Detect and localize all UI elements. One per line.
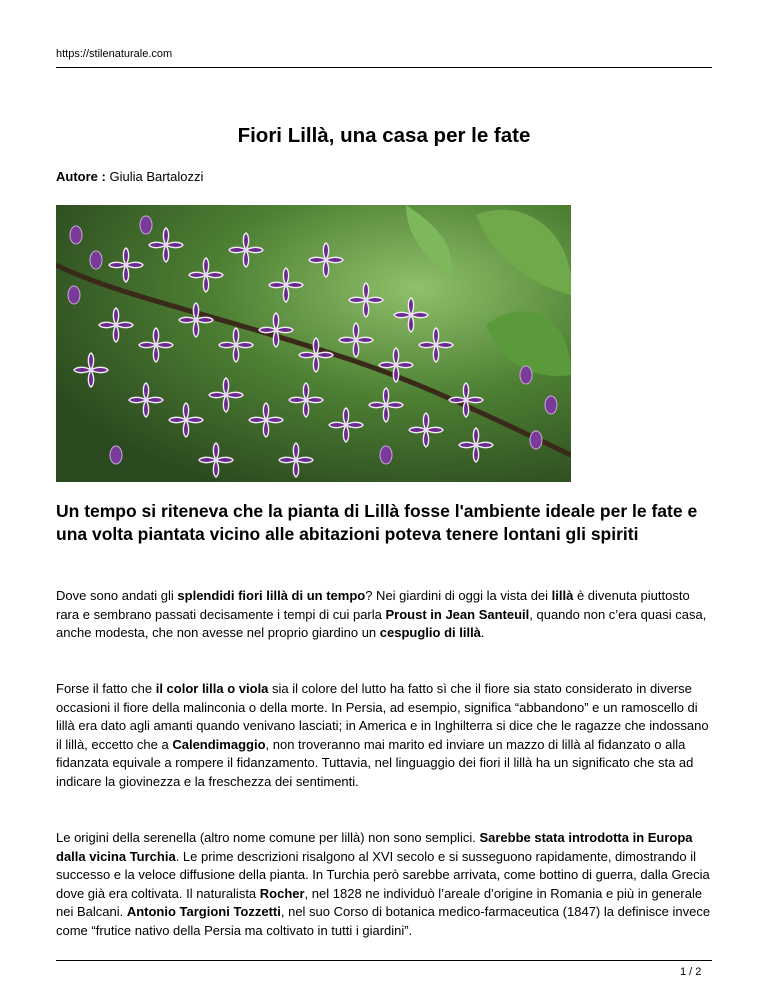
paragraph-2: [56, 680, 712, 791]
footer-divider: [56, 960, 712, 961]
text: ? Nei giardini di oggi la vista dei: [365, 588, 552, 603]
author-line: [56, 169, 203, 184]
bold-text: Rocher: [259, 885, 305, 901]
lilac-flowers-photo: [56, 205, 571, 482]
text: , nel suo Corso di botanica medico-farmaceutica (1847) la definisce invece come “frutice nativo della Persia ma coltivato in tutti i giardini”.: [56, 904, 711, 938]
paragraph-3: [56, 829, 712, 940]
paragraph-1: [56, 587, 712, 643]
text: è divenuta piuttosto rara e sembrano passati decisamente i tempi di cui parla: [56, 588, 690, 622]
header-divider: [56, 67, 712, 68]
text: sia il colore del lutto ha fatto sì che il fiore sia stato considerato in diverse occasioni il fiore della malinconia o della morte. In Persia, ad esempio, significa “abbandono” e un ramoscello di lillà era dato agli amanti quando venivano lasciati; in America e in Inghilterra si dice che le ragazze che indossano il lillà, eccetto che a: [56, 681, 709, 752]
article-title: Fiori Lillà, una casa per le fate: [237, 124, 531, 147]
text: .: [480, 625, 485, 640]
text: Forse il fatto che: [56, 681, 156, 696]
text: Le origini della serenella (altro nome comune per lillà) non sono semplici.: [56, 830, 480, 845]
bold-text: il color lilla o viola: [155, 681, 269, 696]
bold-text: Sarebbe stata introdotta in Europa dalla vicina Turchia: [56, 830, 693, 864]
author-label: Autore :: [56, 169, 106, 184]
header-url[interactable]: https://stilenaturale.com: [56, 48, 173, 60]
bold-text: Proust in Jean Santeuil: [385, 606, 530, 622]
lilac-illustration: [56, 205, 571, 482]
article-subtitle: Un tempo si riteneva che la pianta di Lillà fosse l'ambiente ideale per le fate e una volta piantata vicino alle abitazioni poteva tenere lontani gli spiriti: [56, 501, 698, 544]
bold-text: cespuglio di lillà: [379, 625, 481, 640]
author-name: Giulia Bartalozzi: [109, 169, 204, 184]
bold-text: lillà: [551, 588, 574, 603]
page-number: 1 / 2: [680, 966, 702, 978]
text: . Le prime descrizioni risalgono al XVI secolo e si susseguono rapidamente, dimostrando il successo e la veloce diffusione della pianta. In Turchia però sarebbe arrivata, come bottino di guerra, dalla Grecia dove già era coltivata. Il naturalista: [56, 848, 710, 901]
bold-text: splendidi fiori lillà di un tempo: [177, 588, 366, 603]
bold-text: Calendimaggio: [172, 736, 266, 752]
text: , nel 1828 ne individuò l’areale d’origine in Romania e più in generale nei Balcani.: [56, 885, 703, 919]
text: , non troveranno mai marito ed inviare un mazzo di lillà al fidanzato o alla fidanzata equivale a rompere il fidanzamento. Tuttavia, nel linguaggio dei fiori il lillà ha un significato che sta ad indicare la giovinezza e la freschezza dei sentimenti.: [56, 736, 694, 789]
bold-text: Antonio Targioni Tozzetti: [126, 904, 281, 919]
text: Dove sono andati gli: [56, 588, 178, 603]
text: , quando non c’era quasi casa, anche modesta, che non avesse nel proprio giardino un: [56, 606, 707, 640]
